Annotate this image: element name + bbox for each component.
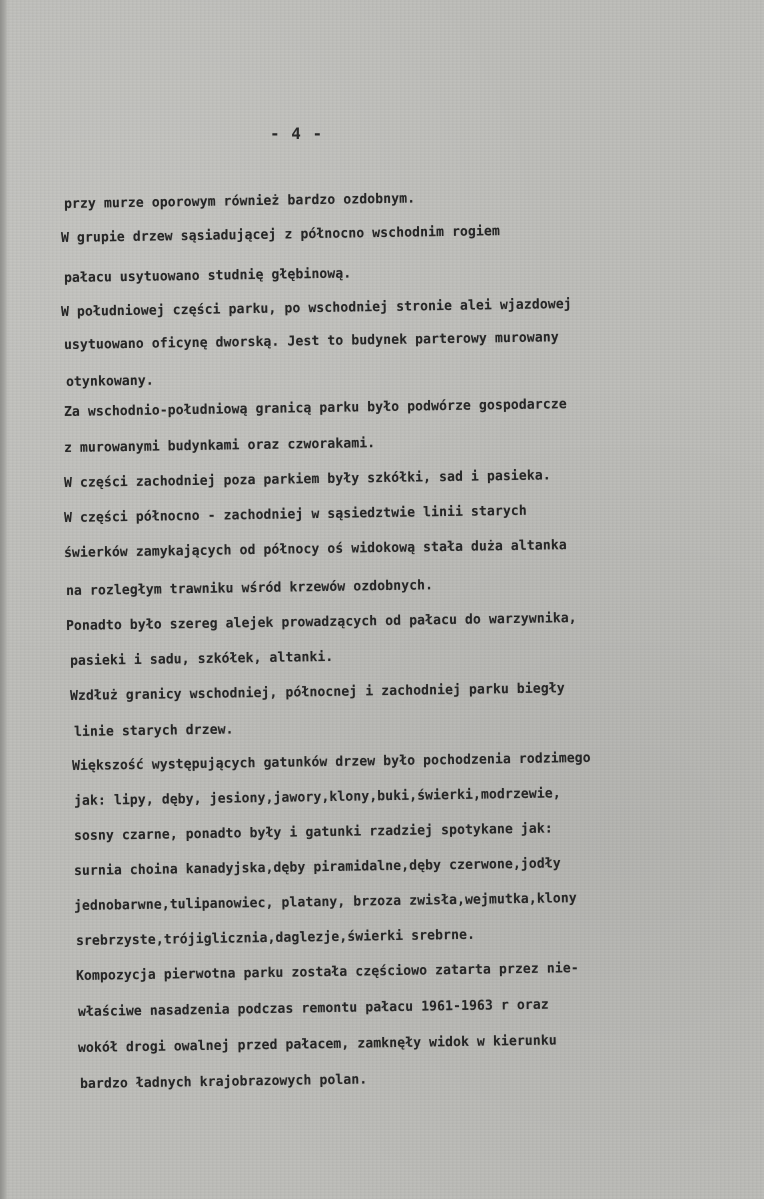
text-line-13: Ponadto było szereg alejek prowadzących od pałacu do warzywnika,: [65, 609, 577, 634]
text-line-22: srebrzyste,trójiglicznia,daglezje,świerki srebrne.: [75, 926, 476, 949]
text-line-25: wokół drogi owalnej przed pałacem, zamknęły widok w kierunku: [77, 1032, 557, 1056]
text-line-11: świerków zamykających od północy oś widokową stała duża altanka: [63, 537, 567, 561]
text-line-8: z murowanymi budynkami oraz czworakami.: [63, 435, 376, 456]
text-line-20: surnia choina kanadyjska,dęby piramidalne,dęby czerwone,jodły: [73, 855, 561, 879]
text-line-19: sosny czarne, ponadto były i gatunki rzadziej spotykane jak:: [73, 820, 553, 844]
text-line-15: Wzdłuż granicy wschodniej, północnej i zachodniej parku biegły: [69, 680, 565, 704]
page-number: - 4 -: [270, 124, 324, 143]
text-line-14: pasieki i sadu, szkółek, altanki.: [69, 648, 334, 669]
text-line-26: bardzo ładnych krajobrazowych polan.: [79, 1071, 368, 1092]
text-line-21: jednobarwne,tulipanowiec, platany, brzoza zwisła,wejmutka,klony: [73, 890, 577, 914]
text-line-16: linie starych drzew.: [73, 721, 234, 740]
text-line-3: pałacu usytuowano studnię głębinową.: [63, 265, 352, 286]
text-line-5: usytuowano oficynę dworską. Jest to budynek parterowy murowany: [63, 329, 559, 353]
text-line-23: Kompozycja pierwotna parku została częściowo zatarta przez nie-: [75, 960, 579, 984]
scan-edge-shadow: [0, 0, 8, 1199]
text-line-10: W części północno - zachodniej w sąsiedztwie linii starych: [63, 502, 527, 526]
text-line-7: Za wschodnio-południową granicą parku było podwórze gospodarcze: [63, 396, 567, 420]
text-line-2: W grupie drzew sąsiadującej z północno wschodnim rogiem: [60, 223, 501, 246]
text-line-1: przy murze oporowym również bardzo ozdobnym.: [63, 190, 416, 212]
text-line-17: Większość występujących gatunków drzew było pochodzenia rodzimego: [71, 749, 591, 774]
text-line-6: otynkowany.: [65, 372, 154, 390]
text-line-12: na rozległym trawniku wśród krzewów ozdobnych.: [65, 577, 434, 599]
text-line-9: W części zachodniej poza parkiem były szkółki, sad i pasieka.: [63, 467, 551, 491]
text-line-18: jak: lipy, dęby, jesiony,jawory,klony,buki,świerki,modrzewie,: [73, 785, 561, 809]
text-line-4: W południowej części parku, po wschodniej stronie alei wjazdowej: [60, 295, 572, 320]
text-line-24: właściwe nasadzenia podczas remontu pałacu 1961-1963 r oraz: [77, 996, 549, 1020]
